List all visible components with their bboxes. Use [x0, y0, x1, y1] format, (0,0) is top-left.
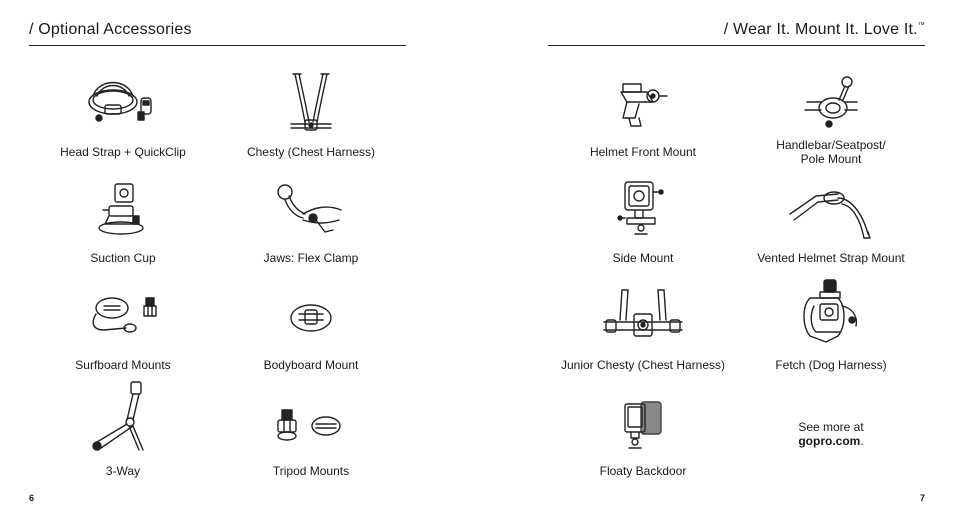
left-title-rule [29, 45, 406, 46]
vented-helmet-strap-icon [736, 184, 926, 242]
item-label: Junior Chesty (Chest Harness) [560, 358, 726, 372]
item-label: Tripod Mounts [272, 464, 350, 478]
helmet-front-mount-icon [548, 74, 738, 132]
junior-chest-harness-icon [548, 286, 738, 342]
item-label: Head Strap + QuickClip [60, 145, 186, 159]
dog-harness-icon [736, 276, 926, 346]
see-more-line [736, 434, 926, 448]
chest-harness-icon [216, 72, 406, 134]
see-more-text: See more at [798, 420, 864, 434]
suction-cup-icon [28, 180, 218, 240]
gopro-link[interactable]: gopro.com [798, 434, 861, 448]
left-page-number: 6 [29, 493, 35, 503]
bodyboard-mount-icon [216, 298, 406, 334]
item-label: 3-Way [105, 464, 141, 478]
item-label: Floaty Backdoor [599, 464, 687, 478]
three-way-icon [28, 380, 218, 458]
item-label: Bodyboard Mount [263, 358, 359, 372]
side-mount-icon [548, 178, 738, 242]
handlebar-mount-icon [736, 72, 926, 134]
item-label-line: Pole Mount [800, 152, 862, 166]
item-label-multiline [736, 138, 926, 166]
item-label: Vented Helmet Strap Mount [757, 251, 905, 265]
item-label: Suction Cup [90, 251, 156, 265]
item-label: Helmet Front Mount [589, 145, 697, 159]
trademark-symbol: ™ [917, 22, 925, 29]
right-title-rule [548, 45, 925, 46]
surfboard-mounts-icon [28, 290, 218, 338]
floaty-backdoor-icon [548, 398, 738, 452]
right-page-title [724, 21, 925, 39]
tripod-mounts-icon [216, 406, 406, 444]
item-label: Surfboard Mounts [75, 358, 171, 372]
item-label: Fetch (Dog Harness) [775, 358, 887, 372]
right-page-title-text: / Wear It. Mount It. Love It. [723, 21, 918, 38]
flex-clamp-icon [216, 180, 406, 240]
item-label: Chesty (Chest Harness) [246, 145, 376, 159]
left-page-title: / Optional Accessories [29, 21, 192, 38]
right-page-number: 7 [919, 493, 925, 503]
see-more-block [736, 420, 926, 448]
item-label: Side Mount [612, 251, 674, 265]
item-label: Jaws: Flex Clamp [263, 251, 359, 265]
head-strap-icon [28, 72, 218, 130]
see-more-period: . [860, 434, 864, 448]
item-label-line: Handlebar/Seatpost/ [776, 138, 886, 152]
